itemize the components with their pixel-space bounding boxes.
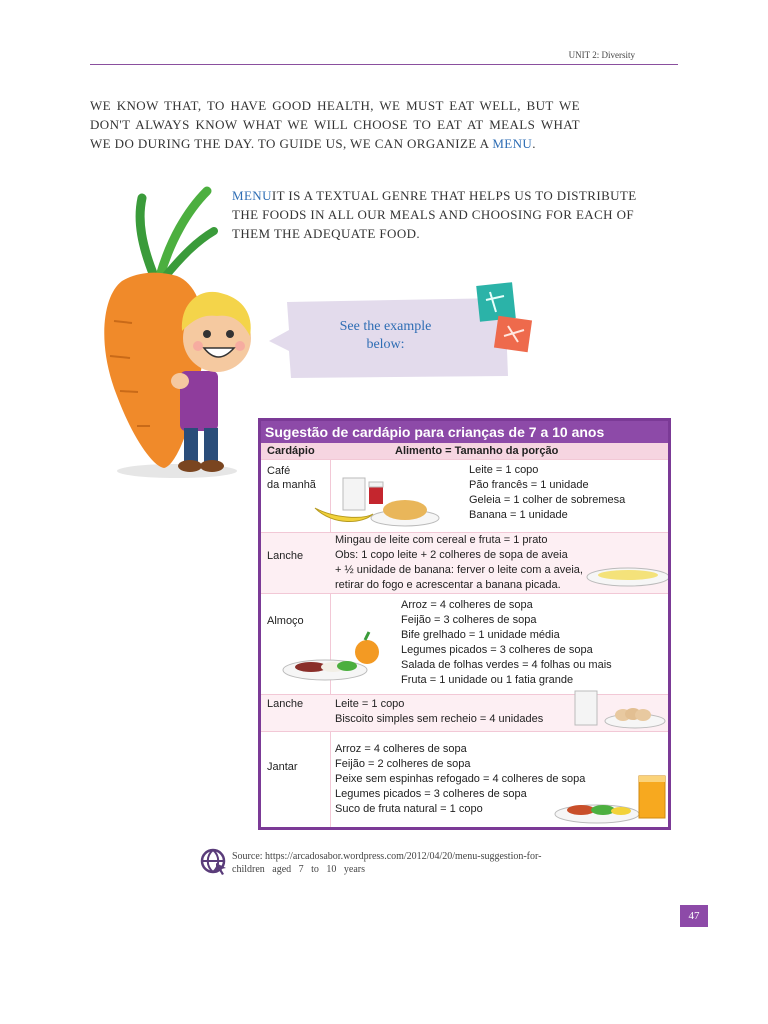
menu-suggestion-table <box>258 418 671 830</box>
food-items: Leite = 1 copo Biscoito simples sem recheio = 4 unidades <box>335 698 544 725</box>
food-items: Leite = 1 copo Pão francês = 1 unidade Geleia = 1 colher de sobremesa Banana = 1 unidade <box>469 464 626 521</box>
source-line-2: children aged 7 to 10 years <box>232 864 366 875</box>
sticky-notes-decoration <box>474 282 536 354</box>
bubble-text <box>318 318 453 354</box>
intro-end: . <box>532 136 536 151</box>
dinner-plate-juice-image <box>551 772 669 826</box>
breakfast-food-image <box>313 474 443 530</box>
table-row <box>261 731 668 830</box>
source-citation <box>232 850 592 876</box>
menu-table-header <box>261 443 668 459</box>
bubble-line-1: See the example <box>339 319 432 334</box>
source-line-1: Source: https://arcadosabor.wordpress.com/2012/04/20/menu-suggestion-for- <box>232 851 542 862</box>
carrot-boy-illustration <box>92 186 262 481</box>
page-number: 47 <box>680 905 708 927</box>
header-rule <box>90 64 678 65</box>
meal-name: Café da manhã <box>267 465 316 491</box>
meal-name: Lanche <box>267 698 304 710</box>
table-row <box>261 532 668 593</box>
web-link-icon <box>200 848 228 876</box>
col-food-header: Alimento = Tamanho da porção <box>395 445 559 457</box>
intro-paragraph <box>90 96 580 153</box>
milk-biscuits-image <box>571 689 667 731</box>
meal-name: Almoço <box>267 615 304 627</box>
lunch-plate-image <box>281 630 385 682</box>
definition-term: MENU <box>232 188 272 203</box>
unit-label: UNIT 2: Diversity <box>568 50 635 60</box>
porridge-plate-image <box>585 563 671 587</box>
table-row <box>261 694 668 731</box>
table-row <box>261 593 668 694</box>
food-items: Mingau de leite com cereal e fruta = 1 prato Obs: 1 copo leite + 2 colheres de sopa de aveia + ½ unidade de banana: ferver o leite com a aveia, retirar do fogo e acrescentar a banana picada. <box>335 534 583 591</box>
intro-menu-word: MENU <box>492 136 533 151</box>
meal-name: Lanche <box>267 550 304 562</box>
menu-definition <box>232 186 662 243</box>
definition-text: IT IS A TEXTUAL GENRE THAT HELPS US TO DISTRIBUTE THE FOODS IN ALL OUR MEALS AND CHOOSING FOR EACH OF THEM THE ADEQUATE FOOD. <box>232 188 637 241</box>
menu-table-title: Sugestão de cardápio para crianças de 7 a 10 anos <box>261 421 668 443</box>
food-items: Arroz = 4 colheres de sopa Feijão = 3 colheres de sopa Bife grelhado = 1 unidade média Legumes picados = 3 colheres de sopa Salada de folhas verdes = 4 folhas ou mais Fruta = 1 unidade ou 1 fatia grande <box>401 599 612 686</box>
bubble-line-2: below: <box>366 337 405 352</box>
table-row <box>261 459 668 532</box>
food-items: Arroz = 4 colheres de sopa Feijão = 2 colheres de sopa Peixe sem espinhas refogado = 4 colheres de sopa Legumes picados = 3 colheres de sopa Suco de fruta natural = 1 copo <box>335 743 586 815</box>
meal-name: Jantar <box>267 761 298 773</box>
col-meal-header: Cardápio <box>267 445 315 457</box>
intro-text: WE KNOW THAT, TO HAVE GOOD HEALTH, WE MUST EAT WELL, BUT WE DON'T ALWAYS KNOW WHAT WE WILL CHOOSE TO EAT AT MEALS WHAT WE DO DURING THE DAY. TO GUIDE US, WE CAN ORGANIZE A <box>90 98 580 151</box>
